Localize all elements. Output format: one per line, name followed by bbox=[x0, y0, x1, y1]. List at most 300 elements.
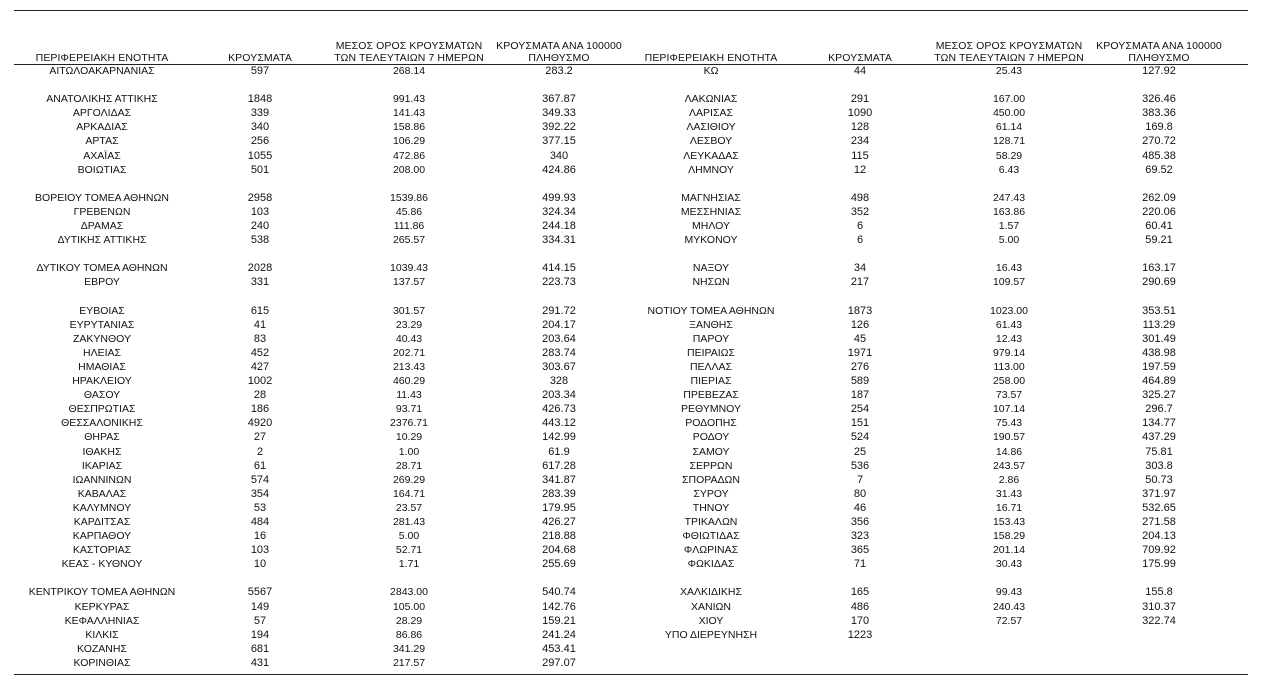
per-100k-cell: 75.81 bbox=[1145, 445, 1173, 458]
region-cell: ΚΑΣΤΟΡΙΑΣ bbox=[72, 544, 132, 557]
region-cell: ΙΩΑΝΝΙΝΩΝ bbox=[72, 473, 132, 486]
avg-7day-cell: 107.14 bbox=[992, 403, 1026, 416]
avg-7day-cell: 1023.00 bbox=[990, 304, 1028, 317]
table-row bbox=[14, 459, 634, 473]
cases-cell: 452 bbox=[250, 346, 270, 359]
region-cell: ΚΑΛΥΜΝΟΥ bbox=[72, 501, 132, 514]
region-cell: ΦΘΙΩΤΙΔΑΣ bbox=[682, 530, 740, 543]
per-100k-cell: 155.8 bbox=[1145, 586, 1173, 599]
region-cell: ΖΑΚΥΝΘΟΥ bbox=[72, 332, 131, 345]
region-cell: ΒΟΡΕΙΟΥ ΤΟΜΕΑ ΑΘΗΝΩΝ bbox=[35, 191, 169, 204]
cases-cell: 484 bbox=[250, 516, 270, 528]
table-row bbox=[628, 543, 1248, 557]
cases-cell: 291 bbox=[850, 93, 870, 106]
avg-7day-cell: 5.00 bbox=[398, 530, 420, 543]
header-region: ΠΕΡΙΦΕΡΕΙΑΚΗ ΕΝΟΤΗΤΑ bbox=[644, 52, 778, 64]
table-row bbox=[628, 360, 1248, 374]
cases-cell: 170 bbox=[850, 614, 870, 627]
region-cell: ΧΙΟΥ bbox=[698, 614, 724, 627]
cases-cell: 574 bbox=[250, 473, 270, 486]
region-cell: ΑΧΑΪΑΣ bbox=[83, 149, 121, 162]
avg-7day-cell: 11.43 bbox=[396, 389, 422, 402]
header-cases: ΚΡΟΥΣΜΑΤΑ bbox=[828, 52, 892, 64]
region-cell: ΚΟΖΑΝΗΣ bbox=[77, 642, 127, 655]
avg-7day-cell: 105.00 bbox=[392, 600, 426, 613]
avg-7day-cell: 163.86 bbox=[992, 205, 1026, 218]
region-cell: ΛΕΥΚΑΔΑΣ bbox=[683, 149, 739, 162]
region-cell: ΝΑΞΟΥ bbox=[692, 262, 730, 275]
region-cell: ΚΕΑΣ - ΚΥΘΝΟΥ bbox=[61, 558, 143, 571]
per-100k-cell: 220.06 bbox=[1142, 205, 1176, 218]
header-per-line2: ΠΛΗΘΥΣΜΟ bbox=[1128, 52, 1190, 64]
avg-7day-cell: 5.00 bbox=[998, 234, 1020, 247]
region-cell: ΠΕΙΡΑΙΩΣ bbox=[687, 346, 735, 359]
region-cell: ΠΙΕΡΙΑΣ bbox=[690, 375, 732, 388]
cases-cell: 34 bbox=[853, 262, 867, 275]
avg-7day-cell: 106.29 bbox=[392, 135, 426, 148]
avg-7day-cell: 75.43 bbox=[995, 417, 1023, 430]
region-cell: ΛΕΣΒΟΥ bbox=[689, 135, 733, 148]
table-row bbox=[14, 191, 634, 205]
table-row bbox=[14, 106, 634, 120]
per-100k-cell: 383.36 bbox=[1142, 107, 1176, 120]
region-cell: ΠΑΡΟΥ bbox=[692, 332, 730, 345]
avg-7day-cell: 258.00 bbox=[992, 375, 1026, 388]
per-100k-cell: 163.17 bbox=[1142, 262, 1176, 275]
table-row bbox=[14, 346, 634, 360]
region-cell: ΣΑΜΟΥ bbox=[692, 445, 730, 458]
region-cell: ΚΑΒΑΛΑΣ bbox=[77, 487, 127, 500]
avg-7day-cell: 1039.43 bbox=[390, 262, 428, 275]
per-100k-cell: 464.89 bbox=[1142, 375, 1176, 388]
table-row bbox=[14, 374, 634, 388]
per-100k-cell: 424.86 bbox=[542, 163, 576, 176]
table-row bbox=[628, 614, 1248, 628]
avg-7day-cell: 12.43 bbox=[995, 332, 1023, 345]
right-table bbox=[628, 36, 1248, 642]
table-row bbox=[628, 304, 1248, 318]
per-100k-cell: 322.74 bbox=[1142, 614, 1176, 627]
per-100k-cell: 255.69 bbox=[542, 558, 576, 571]
avg-7day-cell: 265.57 bbox=[392, 234, 426, 247]
avg-7day-cell: 240.43 bbox=[992, 600, 1026, 613]
per-100k-cell: 241.24 bbox=[542, 628, 576, 641]
cases-cell: 538 bbox=[250, 234, 270, 247]
cases-cell: 365 bbox=[850, 544, 870, 557]
header-avg-line1: ΜΕΣΟΣ ΟΡΟΣ ΚΡΟΥΣΜΑΤΩΝ bbox=[935, 40, 1083, 52]
region-cell: ΚΑΡΔΙΤΣΑΣ bbox=[73, 516, 131, 528]
table-row bbox=[628, 275, 1248, 289]
cases-cell: 240 bbox=[250, 220, 270, 233]
cases-cell: 45 bbox=[853, 332, 867, 345]
avg-7day-cell: 2843.00 bbox=[390, 586, 428, 599]
per-100k-cell: 310.37 bbox=[1142, 600, 1176, 613]
avg-7day-cell: 213.43 bbox=[392, 360, 426, 373]
cases-cell: 71 bbox=[853, 558, 867, 571]
avg-7day-cell: 991.43 bbox=[392, 93, 426, 106]
region-cell: ΜΗΛΟΥ bbox=[692, 220, 730, 233]
table-row bbox=[14, 501, 634, 515]
per-100k-cell: 283.39 bbox=[542, 487, 576, 500]
cases-cell: 2 bbox=[256, 445, 264, 458]
table-row bbox=[14, 120, 634, 134]
header-per-line2: ΠΛΗΘΥΣΜΟ bbox=[528, 52, 590, 64]
region-cell: ΦΛΩΡΙΝΑΣ bbox=[683, 544, 739, 557]
table-row bbox=[14, 64, 634, 78]
table-row bbox=[14, 92, 634, 106]
avg-7day-cell: 472.86 bbox=[392, 149, 426, 162]
per-100k-cell: 61.9 bbox=[548, 445, 570, 458]
left-table-body bbox=[14, 64, 634, 670]
avg-7day-cell: 31.43 bbox=[995, 487, 1023, 500]
cases-cell: 115 bbox=[851, 149, 869, 162]
table-spacer-row bbox=[14, 290, 634, 304]
table-row bbox=[14, 642, 634, 656]
region-cell: ΜΥΚΟΝΟΥ bbox=[684, 234, 738, 247]
table-row bbox=[14, 557, 634, 571]
per-100k-cell: 540.74 bbox=[542, 586, 576, 599]
region-cell: ΦΩΚΙΔΑΣ bbox=[687, 558, 735, 571]
table-row bbox=[628, 628, 1248, 642]
table-row bbox=[628, 487, 1248, 501]
cases-cell: 1002 bbox=[247, 375, 273, 388]
table-row bbox=[14, 445, 634, 459]
per-100k-cell: 438.98 bbox=[1142, 346, 1176, 359]
cases-cell: 28 bbox=[253, 389, 267, 402]
table-row bbox=[14, 628, 634, 642]
cases-cell: 1055 bbox=[247, 149, 273, 162]
avg-7day-cell: 281.43 bbox=[392, 516, 426, 528]
cases-cell: 597 bbox=[250, 65, 270, 77]
region-cell: ΛΗΜΝΟΥ bbox=[688, 163, 734, 176]
region-cell: ΥΠΟ ΔΙΕΡΕΥΝΗΣΗ bbox=[664, 628, 758, 641]
avg-7day-cell: 1.71 bbox=[398, 558, 420, 571]
table-spacer-row bbox=[628, 571, 1248, 585]
cases-cell: 2958 bbox=[247, 191, 273, 204]
table-row bbox=[14, 402, 634, 416]
cases-cell: 12 bbox=[853, 163, 867, 176]
avg-7day-cell: 16.43 bbox=[995, 262, 1023, 275]
cases-cell: 149 bbox=[250, 600, 270, 613]
cases-cell: 57 bbox=[253, 614, 267, 627]
per-100k-cell: 485.38 bbox=[1142, 149, 1176, 162]
table-spacer-row bbox=[628, 290, 1248, 304]
region-cell: ΔΥΤΙΚΗΣ ΑΤΤΙΚΗΣ bbox=[57, 234, 147, 247]
avg-7day-cell: 450.00 bbox=[992, 107, 1026, 120]
region-cell: ΕΥΒΟΙΑΣ bbox=[79, 304, 125, 317]
table-row bbox=[628, 64, 1248, 78]
avg-7day-cell: 61.14 bbox=[995, 121, 1023, 134]
region-cell: ΜΕΣΣΗΝΙΑΣ bbox=[680, 205, 742, 218]
cases-cell: 1873 bbox=[847, 304, 873, 317]
region-cell: ΘΗΡΑΣ bbox=[84, 431, 120, 444]
per-100k-cell: 197.59 bbox=[1142, 360, 1176, 373]
avg-7day-cell: 269.29 bbox=[392, 473, 426, 486]
cases-cell: 5567 bbox=[247, 586, 273, 599]
region-cell: ΙΚΑΡΙΑΣ bbox=[81, 459, 123, 472]
table-row bbox=[14, 275, 634, 289]
table-row bbox=[628, 501, 1248, 515]
per-100k-cell: 453.41 bbox=[542, 642, 576, 655]
table-spacer-row bbox=[14, 571, 634, 585]
region-cell: ΙΘΑΚΗΣ bbox=[82, 445, 122, 458]
per-100k-cell: 283.74 bbox=[542, 346, 576, 359]
avg-7day-cell: 268.14 bbox=[392, 65, 426, 77]
cases-cell: 339 bbox=[250, 107, 270, 120]
header-avg-line2: ΤΩΝ ΤΕΛΕΥΤΑΙΩΝ 7 ΗΜΕΡΩΝ bbox=[334, 52, 484, 64]
avg-7day-cell: 28.71 bbox=[395, 459, 423, 472]
per-100k-cell: 341.87 bbox=[542, 473, 576, 486]
table-row bbox=[14, 205, 634, 219]
avg-7day-cell: 167.00 bbox=[992, 93, 1026, 106]
per-100k-cell: 367.87 bbox=[542, 93, 576, 106]
per-100k-cell: 437.29 bbox=[1142, 431, 1176, 444]
per-100k-cell: 159.21 bbox=[542, 614, 576, 627]
table-row bbox=[628, 92, 1248, 106]
avg-7day-cell: 58.29 bbox=[995, 149, 1023, 162]
cases-cell: 331 bbox=[250, 276, 270, 289]
cases-cell: 44 bbox=[853, 65, 867, 77]
top-rule bbox=[14, 10, 1248, 11]
avg-7day-cell: 99.43 bbox=[995, 586, 1023, 599]
region-cell: ΚΕΡΚΥΡΑΣ bbox=[74, 600, 130, 613]
table-row bbox=[628, 402, 1248, 416]
avg-7day-cell: 93.71 bbox=[395, 403, 423, 416]
per-100k-cell: 617.28 bbox=[542, 459, 576, 472]
region-cell: ΚΕΦΑΛΛΗΝΙΑΣ bbox=[64, 614, 140, 627]
region-cell: ΚΑΡΠΑΘΟΥ bbox=[72, 530, 132, 543]
region-cell: ΛΑΚΩΝΙΑΣ bbox=[684, 93, 738, 106]
table-row bbox=[628, 106, 1248, 120]
cases-cell: 25 bbox=[853, 445, 867, 458]
table-row bbox=[628, 445, 1248, 459]
table-row bbox=[14, 149, 634, 163]
per-100k-cell: 426.73 bbox=[542, 403, 576, 416]
cases-cell: 1971 bbox=[847, 346, 873, 359]
avg-7day-cell: 23.29 bbox=[395, 318, 423, 331]
table-row bbox=[14, 388, 634, 402]
table-spacer-row bbox=[14, 177, 634, 191]
region-cell: ΗΜΑΘΙΑΣ bbox=[78, 360, 126, 373]
avg-7day-cell: 141.43 bbox=[392, 107, 426, 120]
per-100k-cell: 223.73 bbox=[542, 276, 576, 289]
per-100k-cell: 175.99 bbox=[1142, 558, 1176, 571]
table-row bbox=[14, 163, 634, 177]
avg-7day-cell: 2.86 bbox=[998, 473, 1020, 486]
per-100k-cell: 443.12 bbox=[542, 417, 576, 430]
per-100k-cell: 218.88 bbox=[542, 530, 576, 543]
per-100k-cell: 324.34 bbox=[542, 205, 576, 218]
region-cell: ΚΩ bbox=[703, 65, 719, 77]
per-100k-cell: 303.67 bbox=[542, 360, 576, 373]
table-spacer-row bbox=[628, 78, 1248, 92]
cases-cell: 354 bbox=[250, 487, 270, 500]
per-100k-cell: 353.51 bbox=[1142, 304, 1176, 317]
avg-7day-cell: 128.71 bbox=[992, 135, 1026, 148]
cases-cell: 6 bbox=[856, 234, 864, 247]
cases-cell: 615 bbox=[250, 304, 270, 317]
cases-cell: 53 bbox=[253, 501, 267, 514]
table-row bbox=[628, 219, 1248, 233]
cases-cell: 46 bbox=[853, 501, 867, 514]
per-100k-cell: 377.15 bbox=[542, 135, 576, 148]
cases-cell: 61 bbox=[253, 459, 267, 472]
cases-cell: 41 bbox=[253, 318, 267, 331]
region-cell: ΧΑΝΙΩΝ bbox=[691, 600, 731, 613]
avg-7day-cell: 202.71 bbox=[392, 346, 426, 359]
table-row bbox=[628, 374, 1248, 388]
avg-7day-cell: 111.86 bbox=[393, 220, 425, 233]
avg-7day-cell: 247.43 bbox=[992, 191, 1026, 204]
avg-7day-cell: 30.43 bbox=[995, 558, 1023, 571]
table-spacer-row bbox=[14, 247, 634, 261]
per-100k-cell: 270.72 bbox=[1142, 135, 1176, 148]
avg-7day-cell: 979.14 bbox=[992, 346, 1026, 359]
cases-cell: 187 bbox=[850, 389, 870, 402]
table-row bbox=[628, 473, 1248, 487]
per-100k-cell: 499.93 bbox=[542, 191, 576, 204]
cases-cell: 254 bbox=[850, 403, 870, 416]
cases-cell: 256 bbox=[250, 135, 270, 148]
avg-7day-cell: 341.29 bbox=[392, 642, 426, 655]
cases-cell: 1223 bbox=[847, 628, 873, 641]
region-cell: ΘΑΣΟΥ bbox=[83, 389, 121, 402]
left-table-header bbox=[14, 36, 634, 64]
region-cell: ΒΟΙΩΤΙΑΣ bbox=[77, 163, 127, 176]
per-100k-cell: 709.92 bbox=[1142, 544, 1176, 557]
table-row bbox=[14, 219, 634, 233]
region-cell: ΧΑΛΚΙΔΙΚΗΣ bbox=[680, 586, 742, 599]
avg-7day-cell: 16.71 bbox=[995, 501, 1023, 514]
cases-cell: 103 bbox=[250, 205, 270, 218]
per-100k-cell: 392.22 bbox=[542, 121, 576, 134]
per-100k-cell: 340 bbox=[549, 149, 569, 162]
per-100k-cell: 179.95 bbox=[542, 501, 576, 514]
avg-7day-cell: 40.43 bbox=[395, 332, 423, 345]
per-100k-cell: 204.13 bbox=[1142, 530, 1176, 543]
cases-cell: 27 bbox=[253, 431, 267, 444]
table-row bbox=[14, 360, 634, 374]
per-100k-cell: 204.68 bbox=[542, 544, 576, 557]
per-100k-cell: 204.17 bbox=[542, 318, 576, 331]
region-cell: ΣΥΡΟΥ bbox=[693, 487, 729, 500]
region-cell: ΚΙΛΚΙΣ bbox=[85, 628, 119, 641]
avg-7day-cell: 158.86 bbox=[392, 121, 426, 134]
avg-7day-cell: 301.57 bbox=[392, 304, 426, 317]
region-cell: ΠΕΛΛΑΣ bbox=[689, 360, 733, 373]
region-cell: ΝΗΣΩΝ bbox=[692, 276, 730, 289]
cases-cell: 186 bbox=[250, 403, 270, 416]
cases-cell: 1090 bbox=[847, 107, 873, 120]
header-per-line1: ΚΡΟΥΣΜΑΤΑ ΑΝΑ 100000 bbox=[496, 40, 622, 52]
table-row bbox=[628, 134, 1248, 148]
region-cell: ΡΕΘΥΜΝΟΥ bbox=[680, 403, 741, 416]
cases-cell: 83 bbox=[253, 332, 267, 345]
region-cell: ΘΕΣΠΡΩΤΙΑΣ bbox=[68, 403, 136, 416]
table-row bbox=[14, 543, 634, 557]
cases-cell: 427 bbox=[250, 360, 270, 373]
region-cell: ΞΑΝΘΗΣ bbox=[689, 318, 733, 331]
per-100k-cell: 203.64 bbox=[542, 332, 576, 345]
avg-7day-cell: 217.57 bbox=[392, 656, 426, 669]
per-100k-cell: 262.09 bbox=[1142, 191, 1176, 204]
cases-cell: 431 bbox=[250, 656, 270, 669]
table-row bbox=[628, 585, 1248, 599]
table-row bbox=[628, 430, 1248, 444]
avg-7day-cell: 23.57 bbox=[395, 501, 423, 514]
cases-cell: 589 bbox=[850, 375, 870, 388]
avg-7day-cell: 6.43 bbox=[998, 163, 1020, 176]
region-cell: ΣΠΟΡΑΔΩΝ bbox=[682, 473, 740, 486]
table-row bbox=[14, 473, 634, 487]
per-100k-cell: 113.29 bbox=[1142, 318, 1176, 331]
table-row bbox=[14, 430, 634, 444]
left-table bbox=[14, 36, 634, 670]
region-cell: ΤΡΙΚΑΛΩΝ bbox=[684, 516, 738, 528]
avg-7day-cell: 86.86 bbox=[395, 628, 423, 641]
cases-cell: 16 bbox=[253, 530, 267, 543]
table-row bbox=[628, 191, 1248, 205]
table-row bbox=[14, 529, 634, 543]
per-100k-cell: 59.21 bbox=[1145, 234, 1173, 247]
table-row bbox=[628, 515, 1248, 529]
avg-7day-cell: 243.57 bbox=[992, 459, 1026, 472]
per-100k-cell: 532.65 bbox=[1142, 501, 1176, 514]
avg-7day-cell: 113.00 bbox=[993, 360, 1025, 373]
header-per-100k bbox=[1088, 40, 1230, 64]
region-cell: ΡΟΔΟΥ bbox=[692, 431, 730, 444]
cases-cell: 1848 bbox=[247, 93, 273, 106]
cases-cell: 681 bbox=[250, 642, 270, 655]
cases-cell: 6 bbox=[856, 220, 864, 233]
avg-7day-cell: 28.29 bbox=[395, 614, 423, 627]
header-avg-line1: ΜΕΣΟΣ ΟΡΟΣ ΚΡΟΥΣΜΑΤΩΝ bbox=[335, 40, 483, 52]
table-spacer-row bbox=[628, 247, 1248, 261]
cases-cell: 80 bbox=[853, 487, 867, 500]
avg-7day-cell: 73.57 bbox=[995, 389, 1023, 402]
header-per-line1: ΚΡΟΥΣΜΑΤΑ ΑΝΑ 100000 bbox=[1096, 40, 1222, 52]
cases-cell: 7 bbox=[856, 473, 864, 486]
cases-cell: 217 bbox=[850, 276, 870, 289]
region-cell: ΜΑΓΝΗΣΙΑΣ bbox=[681, 191, 741, 204]
cases-cell: 501 bbox=[250, 163, 270, 176]
table-row bbox=[14, 134, 634, 148]
region-cell: ΘΕΣΣΑΛΟΝΙΚΗΣ bbox=[61, 417, 143, 430]
table-row bbox=[14, 332, 634, 346]
table-row bbox=[628, 600, 1248, 614]
avg-7day-cell: 1.57 bbox=[998, 220, 1020, 233]
per-100k-cell: 426.27 bbox=[542, 516, 576, 528]
per-100k-cell: 60.41 bbox=[1145, 220, 1173, 233]
avg-7day-cell: 1539.86 bbox=[390, 191, 428, 204]
table-row bbox=[14, 304, 634, 318]
region-cell: ΤΗΝΟΥ bbox=[692, 501, 730, 514]
avg-7day-cell: 52.71 bbox=[395, 544, 423, 557]
cases-cell: 2028 bbox=[247, 262, 273, 275]
avg-7day-cell: 1.00 bbox=[398, 445, 420, 458]
avg-7day-cell: 153.43 bbox=[992, 516, 1026, 528]
region-cell: ΕΥΡΥΤΑΝΙΑΣ bbox=[69, 318, 135, 331]
per-100k-cell: 296.7 bbox=[1145, 403, 1173, 416]
per-100k-cell: 297.07 bbox=[542, 656, 576, 669]
table-row bbox=[14, 585, 634, 599]
per-100k-cell: 69.52 bbox=[1145, 163, 1173, 176]
avg-7day-cell: 158.29 bbox=[992, 530, 1026, 543]
per-100k-cell: 244.18 bbox=[542, 220, 576, 233]
cases-cell: 486 bbox=[850, 600, 870, 613]
right-table-header bbox=[628, 36, 1248, 64]
per-100k-cell: 291.72 bbox=[542, 304, 576, 317]
